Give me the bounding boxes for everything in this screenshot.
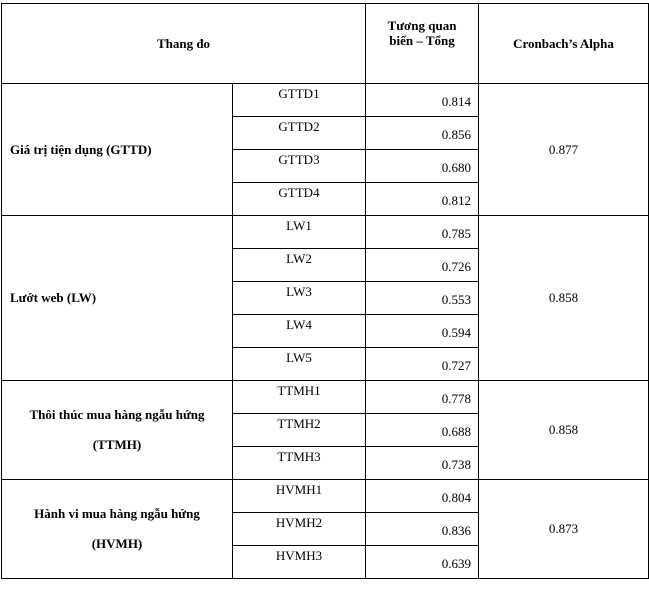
group-alpha: 0.858 bbox=[479, 381, 649, 480]
group-name-line2: (HVMH) bbox=[91, 536, 143, 551]
table-row bbox=[2, 381, 649, 414]
table-row bbox=[2, 84, 649, 117]
header-cronbach-alpha: Cronbach’s Alpha bbox=[479, 4, 649, 84]
table-row bbox=[2, 480, 649, 513]
item-code: HVMH2 bbox=[233, 513, 366, 546]
group-alpha: 0.877 bbox=[479, 84, 649, 216]
item-value: 0.594 bbox=[366, 315, 479, 348]
group-name-line2: (TTMH) bbox=[92, 437, 142, 452]
item-code: TTMH3 bbox=[233, 447, 366, 480]
item-value: 0.836 bbox=[366, 513, 479, 546]
item-value: 0.856 bbox=[366, 117, 479, 150]
item-code: LW4 bbox=[233, 315, 366, 348]
item-value: 0.727 bbox=[366, 348, 479, 381]
group-name-line1: Thôi thúc mua hàng ngẫu hứng bbox=[29, 407, 205, 422]
item-value: 0.778 bbox=[366, 381, 479, 414]
item-value: 0.812 bbox=[366, 183, 479, 216]
header-row bbox=[2, 4, 649, 84]
group-name-line1: Hành vi mua hàng ngẫu hứng bbox=[34, 506, 200, 521]
item-code: GTTD4 bbox=[233, 183, 366, 216]
item-code: GTTD1 bbox=[233, 84, 366, 117]
item-value: 0.680 bbox=[366, 150, 479, 183]
group-alpha: 0.858 bbox=[479, 216, 649, 381]
group-name bbox=[2, 381, 233, 480]
header-corr-line1: Tương quan bbox=[387, 18, 457, 33]
item-code: GTTD2 bbox=[233, 117, 366, 150]
item-code: TTMH2 bbox=[233, 414, 366, 447]
item-code: LW3 bbox=[233, 282, 366, 315]
item-code: HVMH1 bbox=[233, 480, 366, 513]
item-code: LW1 bbox=[233, 216, 366, 249]
header-item-total-correlation bbox=[366, 4, 479, 84]
item-code: LW2 bbox=[233, 249, 366, 282]
item-value: 0.639 bbox=[366, 546, 479, 579]
item-code: GTTD3 bbox=[233, 150, 366, 183]
group-alpha: 0.873 bbox=[479, 480, 649, 579]
group-name: Giá trị tiện dụng (GTTD) bbox=[2, 84, 233, 216]
header-scale: Thang đo bbox=[2, 4, 366, 84]
item-value: 0.688 bbox=[366, 414, 479, 447]
item-value: 0.814 bbox=[366, 84, 479, 117]
group-name bbox=[2, 480, 233, 579]
item-code: TTMH1 bbox=[233, 381, 366, 414]
item-value: 0.738 bbox=[366, 447, 479, 480]
item-value: 0.785 bbox=[366, 216, 479, 249]
reliability-table bbox=[1, 3, 649, 579]
item-value: 0.804 bbox=[366, 480, 479, 513]
item-value: 0.726 bbox=[366, 249, 479, 282]
header-corr-line2: biến – Tổng bbox=[389, 33, 455, 48]
item-code: LW5 bbox=[233, 348, 366, 381]
group-name: Lướt web (LW) bbox=[2, 216, 233, 381]
item-code: HVMH3 bbox=[233, 546, 366, 579]
item-value: 0.553 bbox=[366, 282, 479, 315]
table-row bbox=[2, 216, 649, 249]
